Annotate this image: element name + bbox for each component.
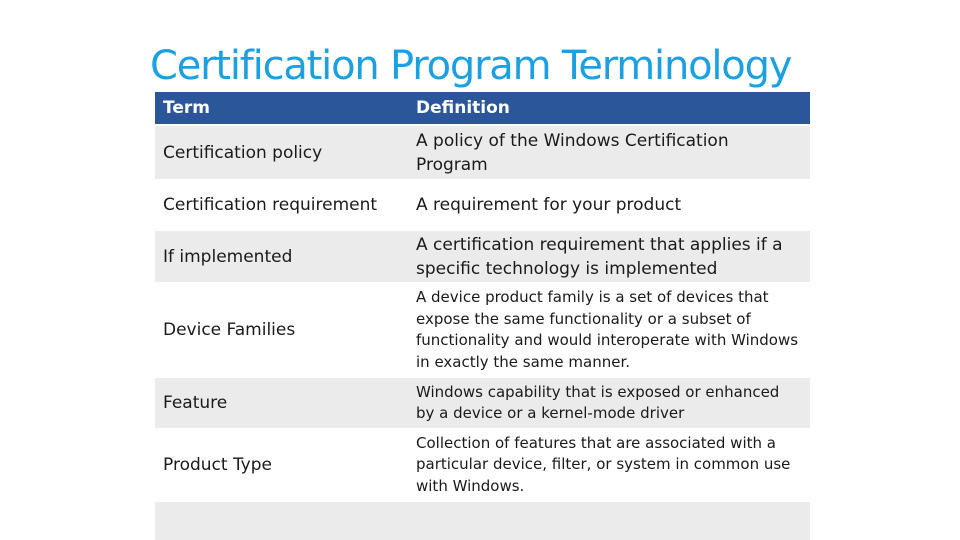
table-row	[155, 230, 810, 283]
table-row	[155, 180, 810, 230]
definition-cell: Collection of features that are associated with a particular device, filter, or system in common use with Windows.	[408, 429, 810, 501]
definition-cell: Windows capability that is exposed or enhanced by a device or a kernel-mode driver	[408, 377, 810, 429]
table-row	[155, 501, 810, 540]
definition-cell: A requirement for your product	[408, 180, 810, 230]
table-row	[155, 125, 810, 180]
header-definition: Definition	[408, 92, 810, 125]
definition-cell: A certification requirement that applies if a specific technology is implemented	[408, 230, 810, 283]
term-cell: Certification requirement	[155, 180, 408, 230]
definition-cell	[408, 501, 810, 540]
table-row	[155, 429, 810, 501]
term-cell: Device Families	[155, 283, 408, 377]
table-header-row	[155, 92, 810, 125]
term-cell	[155, 501, 408, 540]
term-cell: If implemented	[155, 230, 408, 283]
definition-cell: A device product family is a set of devices that expose the same functionality or a subset of functionality and would interoperate with Windows in exactly the same manner.	[408, 283, 810, 377]
term-cell: Certification policy	[155, 125, 408, 180]
table-row	[155, 377, 810, 429]
table-row	[155, 283, 810, 377]
definition-cell: A policy of the Windows Certification Program	[408, 125, 810, 180]
term-cell: Feature	[155, 377, 408, 429]
slide-title: Certification Program Terminology	[150, 43, 792, 89]
terminology-table	[155, 92, 810, 540]
header-term: Term	[155, 92, 408, 125]
term-cell: Product Type	[155, 429, 408, 501]
